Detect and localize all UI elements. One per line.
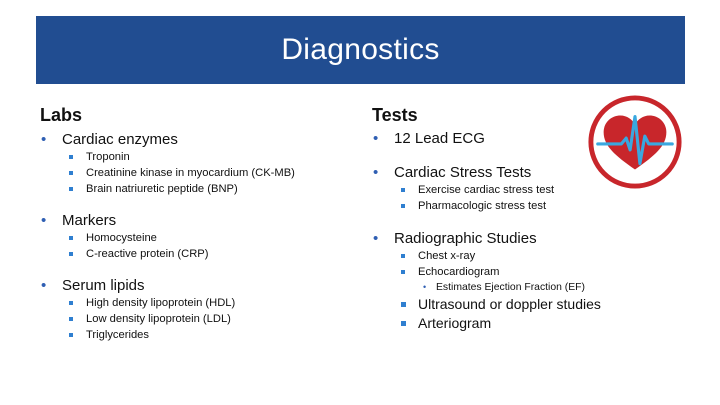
list-item: Echocardiogram xyxy=(372,264,612,280)
labs-column xyxy=(40,104,360,343)
tests-heading: Tests xyxy=(372,105,418,125)
labs-group-cardiac-enzymes: • Cardiac enzymes xyxy=(40,130,360,149)
tests-group-radiographic: • Radiographic Studies xyxy=(372,229,612,248)
heart-ecg-icon xyxy=(586,93,684,191)
list-item: Triglycerides xyxy=(40,327,360,343)
tests-column xyxy=(372,104,612,333)
tests-group-stress: • Cardiac Stress Tests xyxy=(372,163,612,182)
list-item: High density lipoprotein (HDL) xyxy=(40,295,360,311)
list-item: Exercise cardiac stress test xyxy=(372,182,612,198)
list-subitem: • Estimates Ejection Fraction (EF) xyxy=(372,280,612,295)
labs-group-serum-lipids: • Serum lipids xyxy=(40,276,360,295)
list-item: Ultrasound or doppler studies xyxy=(372,295,612,314)
list-item: Brain natriuretic peptide (BNP) xyxy=(40,181,360,197)
list-item: Troponin xyxy=(40,149,360,165)
list-item: C-reactive protein (CRP) xyxy=(40,246,360,262)
list-item: Arteriogram xyxy=(372,314,612,333)
list-item: Creatinine kinase in myocardium (CK-MB) xyxy=(40,165,360,181)
list-item: Low density lipoprotein (LDL) xyxy=(40,311,360,327)
list-item: Pharmacologic stress test xyxy=(372,198,612,214)
labs-group-markers: • Markers xyxy=(40,211,360,230)
labs-heading: Labs xyxy=(40,105,83,125)
slide-title: Diagnostics xyxy=(281,33,440,66)
list-item: Homocysteine xyxy=(40,230,360,246)
tests-item-ecg: • 12 Lead ECG xyxy=(372,129,612,148)
title-bar xyxy=(36,16,685,84)
list-item: Chest x-ray xyxy=(372,248,612,264)
